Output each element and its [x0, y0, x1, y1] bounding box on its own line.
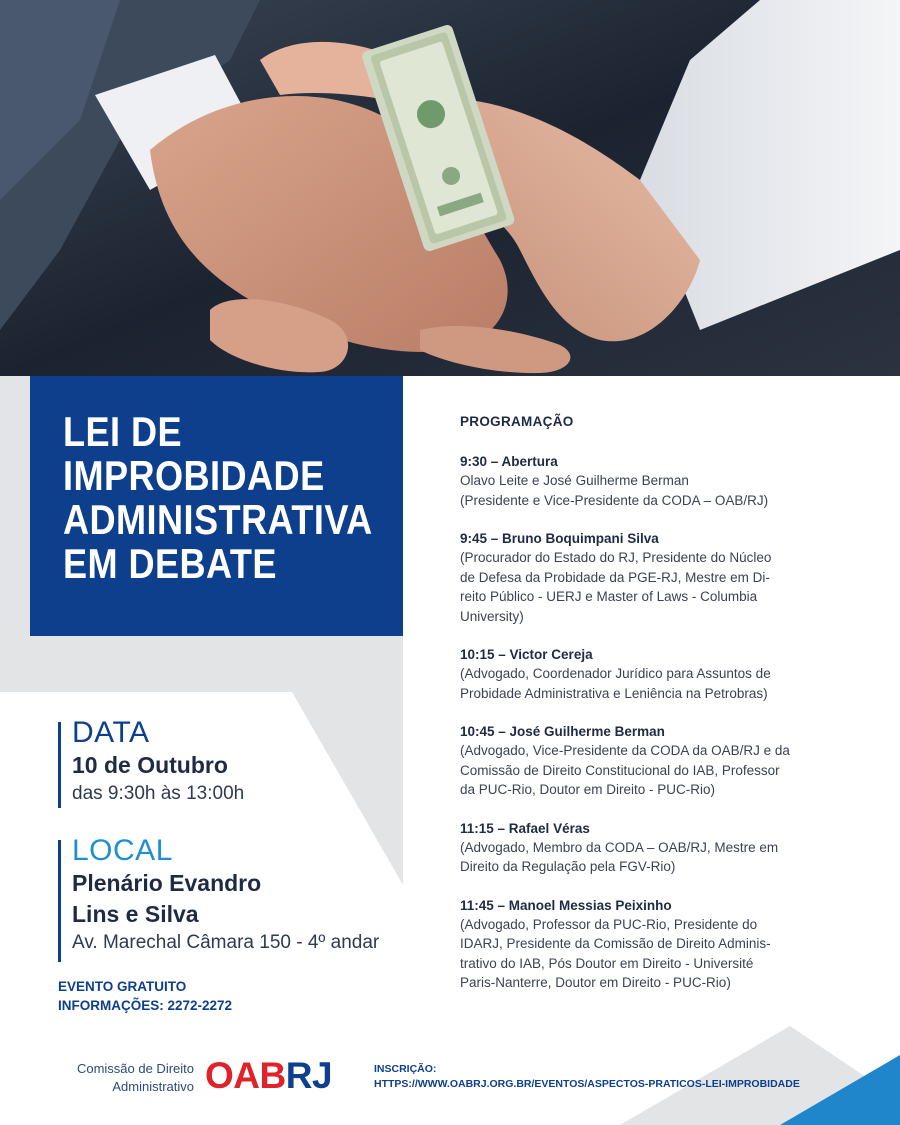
event-title-box: [30, 376, 403, 636]
session-head: 9:30 – Abertura: [460, 454, 558, 469]
session-line: University): [460, 608, 524, 624]
session-line: (Advogado, Vice-Presidente da CODA da OAB/RJ e da: [460, 743, 790, 758]
location-block: [58, 834, 379, 956]
session-head: 10:15 – Victor Cereja: [460, 647, 593, 662]
session-head: 11:45 – Manoel Messias Peixinho: [460, 897, 672, 913]
date-accent-bar: [58, 722, 61, 808]
location-heading: LOCAL: [72, 834, 173, 867]
information-phone: INFORMAÇÕES: 2272-2272: [58, 998, 233, 1013]
logo-rj: RJ: [285, 1055, 333, 1096]
session-line: IDARJ, Presidente da Comissão de Direito Adminis-: [460, 936, 771, 951]
session-line: Comissão de Direito Constitucional do IAB, Professor: [460, 762, 780, 778]
title-line-4: EM DEBATE: [63, 540, 277, 587]
date-heading: DATA: [72, 716, 150, 749]
commission-name: [50, 1060, 194, 1096]
program-schedule: [460, 414, 850, 1012]
commission-line-1: Comissão de Direito: [76, 1061, 194, 1076]
session-line: trativo do IAB, Pós Doutor em Direito - Université: [460, 955, 754, 971]
session-head: 10:45 – José Guilherme Berman: [460, 724, 665, 739]
venue-line-2: Lins e Silva: [72, 901, 199, 927]
session-line: de Defesa da Probidade da PGE-RJ, Mestre em Di-: [460, 569, 770, 585]
session-line: (Presidente e Vice-Presidente da CODA – OAB/RJ): [460, 492, 769, 508]
logo-oab: OAB: [205, 1055, 286, 1096]
session-item: [460, 645, 850, 703]
session-item: [460, 452, 850, 510]
event-time: das 9:30h às 13:00h: [72, 783, 245, 804]
session-line: (Advogado, Coordenador Jurídico para Assuntos de: [460, 666, 771, 681]
title-line-1: LEI DE: [63, 408, 182, 455]
signup-label: INSCRIÇÃO:: [374, 1063, 437, 1075]
signup-info: [374, 1062, 800, 1092]
handshake-photo: [0, 0, 900, 376]
venue-address: Av. Marechal Câmara 150 - 4º andar: [72, 932, 380, 953]
title-line-2: IMPROBIDADE: [63, 452, 325, 499]
event-free-info: [58, 977, 232, 1015]
free-event-label: EVENTO GRATUITO: [58, 979, 187, 994]
session-item: [460, 722, 850, 800]
session-line: da PUC-Rio, Doutor em Direito - PUC-Rio): [460, 782, 716, 797]
session-line: Olavo Leite e José Guilherme Berman: [460, 473, 689, 488]
session-head: 9:45 – Bruno Boquimpani Silva: [460, 531, 659, 546]
handshake-money-illustration: [0, 0, 900, 376]
program-title: PROGRAMAÇÃO: [460, 414, 574, 429]
date-block: [58, 716, 244, 807]
venue-line-1: Plenário Evandro: [72, 870, 262, 896]
session-line: reito Público - UERJ e Master of Laws - Columbia: [460, 589, 758, 604]
session-head: 11:15 – Rafael Véras: [460, 820, 590, 836]
session-item: [460, 529, 850, 626]
session-line: (Advogado, Professor da PUC-Rio, Presidente do: [460, 916, 758, 932]
session-line: (Advogado, Membro da CODA – OAB/RJ, Mestre em: [460, 839, 779, 855]
session-line: Probidade Administrativa e Leniência na Petrobras): [460, 685, 768, 701]
event-date: 10 de Outubro: [72, 752, 228, 778]
session-line: Direito da Regulação pela FGV-Rio): [460, 859, 676, 874]
commission-line-2: Administrativo: [112, 1079, 194, 1094]
session-item: [460, 896, 850, 993]
session-line: (Procurador do Estado do RJ, Presidente do Núcleo: [460, 550, 772, 565]
title-line-3: ADMINISTRATIVA: [63, 496, 373, 543]
session-line: Paris-Nanterre, Doutor em Direito - PUC-Rio): [460, 975, 731, 990]
location-accent-bar: [58, 840, 61, 962]
session-item: [460, 819, 850, 877]
signup-url-link[interactable]: HTTPS://WWW.OABRJ.ORG.BR/EVENTOS/ASPECTOS-PRATICOS-LEI-IMPROBIDADE: [374, 1078, 800, 1090]
oabrj-logo: [205, 1056, 332, 1096]
